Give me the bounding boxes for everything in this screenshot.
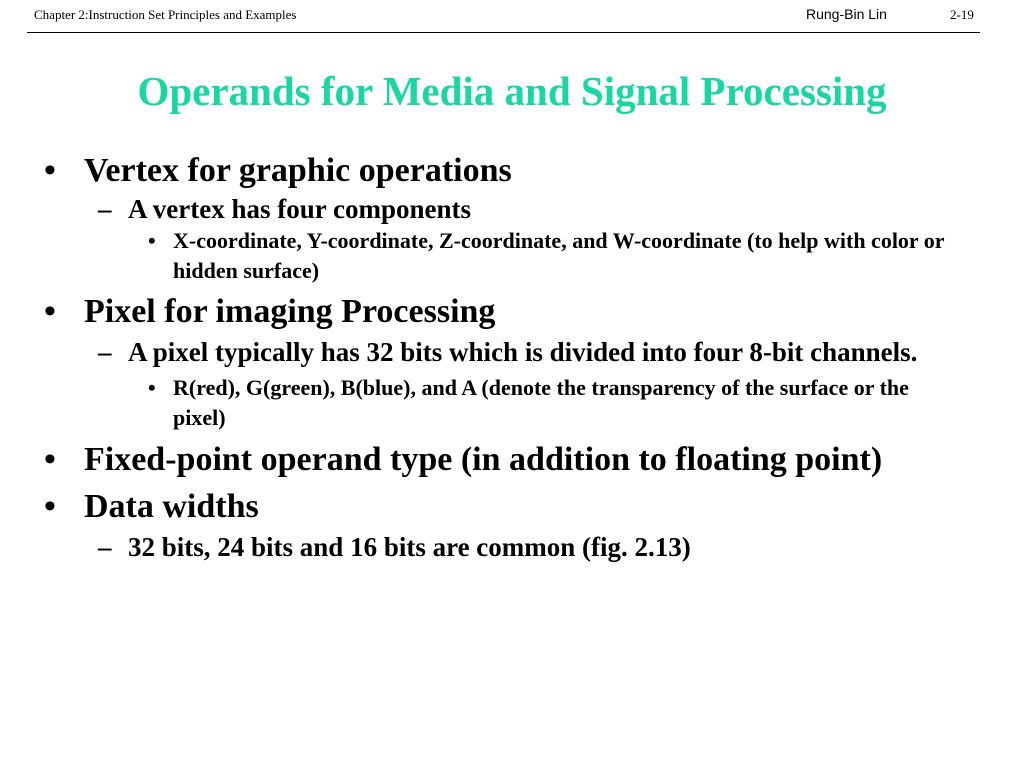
- bullet-item: [0, 486, 924, 528]
- bullet-item: [0, 439, 924, 481]
- dash-icon: –: [98, 532, 112, 562]
- bullet-icon: •: [148, 228, 156, 253]
- bullet-text: Pixel for imaging Processing: [84, 293, 496, 330]
- bullet-text: Data widths: [84, 488, 259, 525]
- bullet-icon: •: [44, 488, 56, 525]
- header-divider: [27, 32, 980, 33]
- dash-icon: –: [98, 337, 112, 367]
- sub-sub-bullet-text: R(red), G(green), B(blue), and A (denote the transparency of the surface or the pixel): [173, 375, 909, 430]
- bullet-text: Vertex for graphic operations: [84, 152, 512, 189]
- page-number: 2-19: [950, 7, 974, 22]
- dash-icon: –: [98, 194, 112, 224]
- sub-bullet-text: 32 bits, 24 bits and 16 bits are common (fig. 2.13): [128, 532, 691, 562]
- slide-title: Operands for Media and Signal Processing: [137, 68, 887, 114]
- bullet-icon: •: [44, 441, 56, 478]
- sub-bullet-item: [0, 333, 943, 369]
- sub-bullet-item: [0, 528, 943, 564]
- sub-bullet-item: [0, 192, 943, 226]
- bullet-item: [0, 150, 924, 192]
- bullet-item: [0, 291, 924, 333]
- sub-bullet-text: A pixel typically has 32 bits which is divided into four 8-bit channels.: [128, 337, 918, 367]
- author-label: Rung-Bin Lin: [806, 6, 887, 22]
- sub-sub-bullet-item: [0, 226, 963, 286]
- bullet-icon: •: [148, 375, 156, 400]
- chapter-label: Chapter 2:Instruction Set Principles and Examples: [34, 7, 297, 22]
- sub-sub-bullet-text: X-coordinate, Y-coordinate, Z-coordinate, and W-coordinate (to help with color or hidden surface): [173, 228, 945, 283]
- sub-sub-bullet-item: [0, 369, 963, 433]
- bullet-icon: •: [44, 152, 56, 189]
- slide-content: [0, 150, 1024, 564]
- sub-bullet-text: A vertex has four components: [128, 194, 471, 224]
- bullet-text: Fixed-point operand type (in addition to floating point): [84, 441, 883, 478]
- bullet-icon: •: [44, 293, 56, 330]
